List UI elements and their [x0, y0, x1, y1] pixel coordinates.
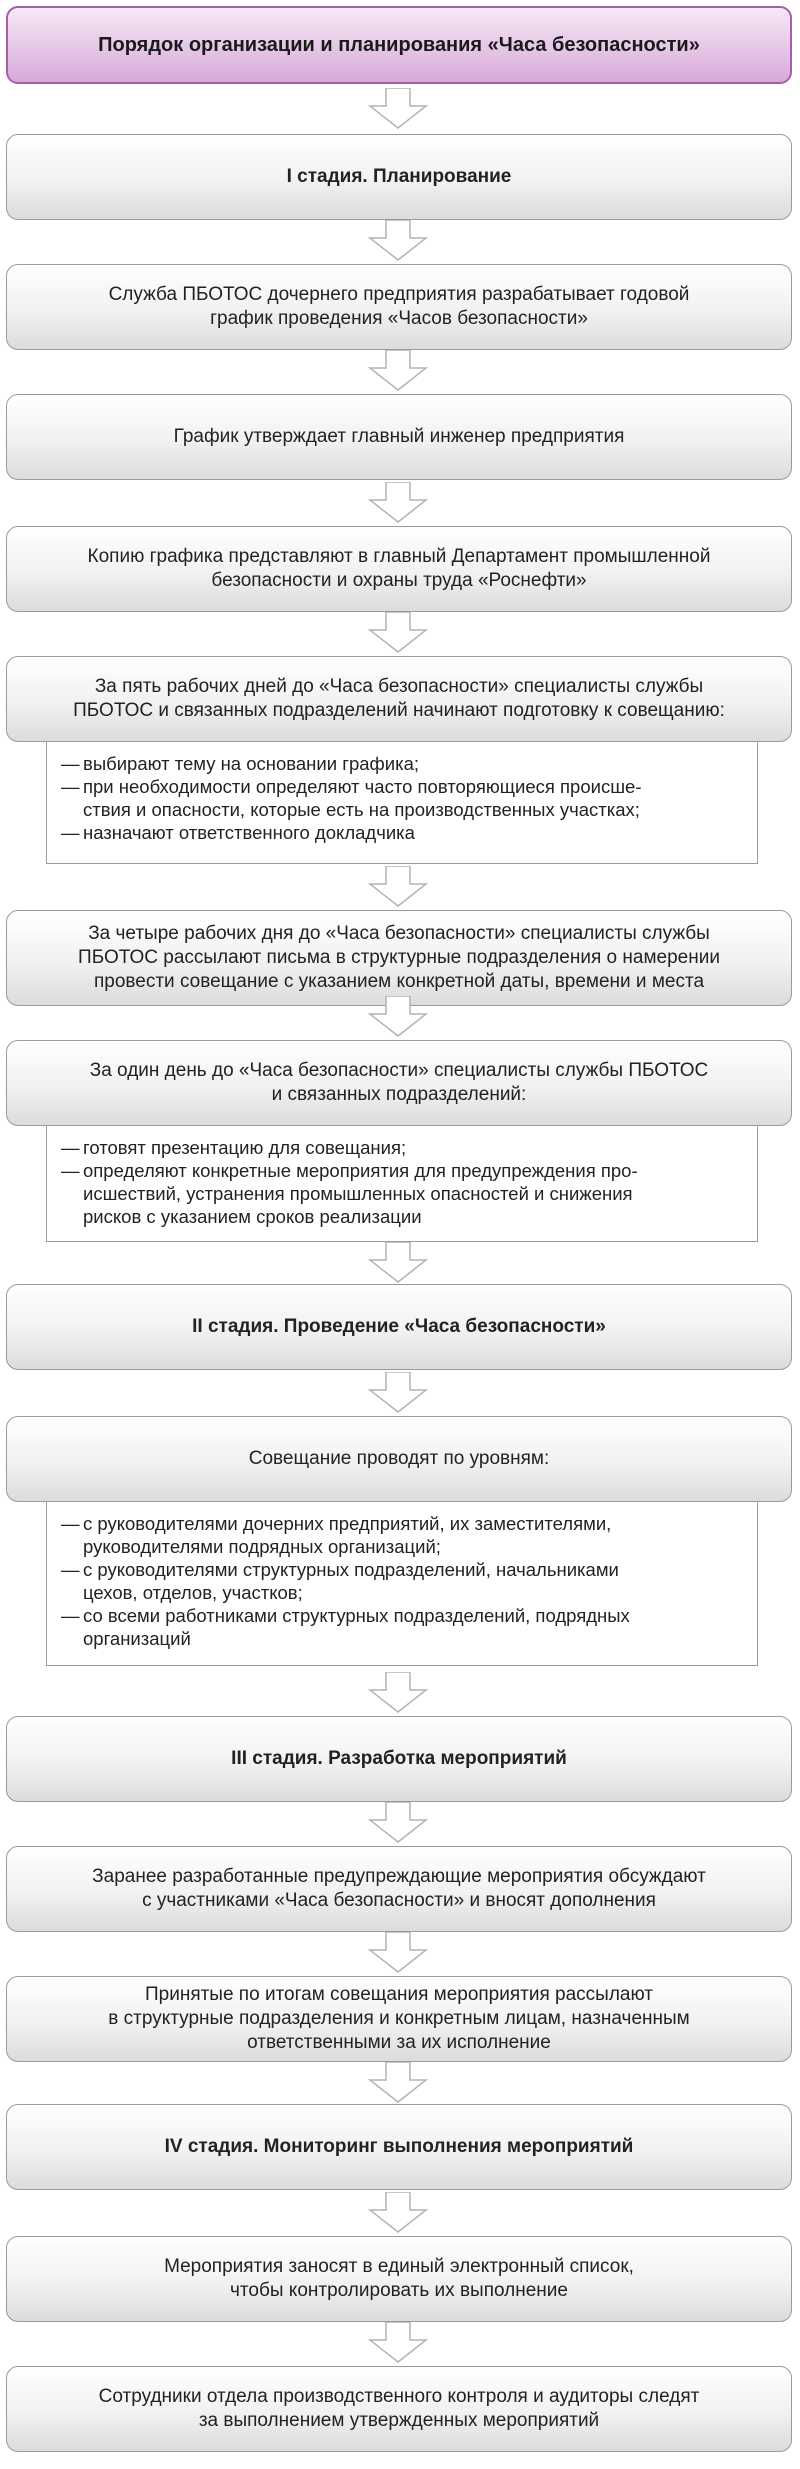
box-text-line: график проведения «Часов безопасности» — [210, 308, 588, 329]
box-text-line: чтобы контролировать их выполнение — [230, 2280, 568, 2301]
list-item-line: при необходимости определяют часто повторяющиеся происше- — [83, 776, 642, 797]
list-item — [61, 1558, 745, 1604]
stage-3-box — [6, 1716, 792, 1802]
box-text-line: за выполнением утвержденных мероприятий — [198, 2410, 600, 2431]
box-text-line: За один день до «Часа безопасности» специалисты службы ПБОТОС — [89, 1060, 709, 1081]
down-arrow-icon — [368, 220, 428, 262]
box-text-line: III стадия. Разработка мероприятий — [231, 1748, 567, 1769]
down-arrow-icon — [368, 2192, 428, 2234]
box-text-line: ПБОТОС рассылают письма в структурные подразделения о намерении — [78, 947, 720, 968]
list-item-line: с руководителями структурных подразделений, начальниками — [83, 1559, 619, 1580]
box-text-line: ПБОТОС и связанных подразделений начинают подготовку к совещанию: — [73, 700, 725, 721]
box-text-line: I стадия. Планирование — [286, 166, 512, 187]
list-item-line: ствия и опасности, которые есть на производственных участках; — [83, 799, 640, 820]
down-arrow-icon — [368, 1672, 428, 1714]
step-one-day-list — [46, 1126, 758, 1242]
list-item-line: выбирают тему на основании графика; — [83, 753, 420, 774]
step-meeting-levels-box — [6, 1416, 792, 1502]
down-arrow-icon — [368, 612, 428, 654]
list-item-line: рисков с указанием сроков реализации — [83, 1206, 422, 1227]
down-arrow-icon — [368, 1802, 428, 1844]
box-text-line: провести совещание с указанием конкретной даты, времени и места — [93, 971, 705, 992]
down-arrow-icon — [368, 2062, 428, 2104]
box-text-line: безопасности и охраны труда «Роснефти» — [211, 570, 587, 591]
step-meeting-levels-list — [46, 1502, 758, 1666]
down-arrow-icon — [368, 996, 428, 1038]
list-item-line: определяют конкретные мероприятия для предупреждения про- — [83, 1160, 638, 1181]
box-text-line: в структурные подразделения и конкретным лицам, назначенным — [108, 2008, 690, 2029]
box-text-line: За четыре рабочих дня до «Часа безопасности» специалисты службы — [88, 923, 710, 944]
stage-1-box — [6, 134, 792, 220]
box-text-line: Мероприятия заносят в единый электронный список, — [164, 2256, 634, 2277]
stage-2-box — [6, 1284, 792, 1370]
down-arrow-icon — [368, 350, 428, 392]
step-monitoring-box — [6, 2366, 792, 2452]
down-arrow-icon — [368, 482, 428, 524]
down-arrow-icon — [368, 1242, 428, 1284]
down-arrow-icon — [368, 1372, 428, 1414]
box-text-line: За пять рабочих дней до «Часа безопасности» специалисты службы — [94, 676, 704, 697]
down-arrow-icon — [368, 866, 428, 908]
list-item-line: готовят презентацию для совещания; — [83, 1137, 407, 1158]
list-item-line: руководителями подрядных организаций; — [83, 1536, 441, 1557]
list-item-line: с руководителями дочерних предприятий, их заместителями, — [83, 1513, 612, 1534]
down-arrow-icon — [368, 1932, 428, 1974]
step-discuss-measures-box — [6, 1846, 792, 1932]
down-arrow-icon — [368, 88, 428, 130]
step-approval-box — [6, 394, 792, 480]
box-text-line: IV стадия. Мониторинг выполнения мероприятий — [164, 2136, 634, 2157]
diagram-title-box — [6, 6, 792, 84]
box-text-line: Служба ПБОТОС дочернего предприятия разрабатывает годовой — [108, 284, 690, 305]
list-item-line: со всеми работниками структурных подразделений, подрядных — [83, 1605, 630, 1626]
down-arrow-icon — [368, 2322, 428, 2364]
step-copy-department-box — [6, 526, 792, 612]
box-text-line: Совещание проводят по уровням: — [248, 1448, 550, 1469]
box-text-line: Заранее разработанные предупреждающие мероприятия обсуждают — [92, 1866, 706, 1887]
step-annual-schedule-box — [6, 264, 792, 350]
step-electronic-list-box — [6, 2236, 792, 2322]
box-text-line: График утверждает главный инженер предприятия — [173, 426, 625, 447]
list-item — [61, 1512, 745, 1558]
list-item-line: назначают ответственного докладчика — [83, 822, 415, 843]
stage-4-box — [6, 2104, 792, 2190]
list-item — [61, 752, 745, 775]
list-item-line: цехов, отделов, участков; — [83, 1582, 303, 1603]
box-text-line: Принятые по итогам совещания мероприятия рассылают — [144, 1984, 654, 2005]
list-item — [61, 1604, 745, 1650]
box-text-line: Копию графика представляют в главный Департамент промышленной — [87, 546, 711, 567]
list-item — [61, 1159, 745, 1228]
step-one-day-box — [6, 1040, 792, 1126]
diagram-title: Порядок организации и планирования «Часа безопасности» — [98, 33, 700, 56]
step-distribute-measures-box — [6, 1976, 792, 2062]
list-item-line: исшествий, устранения промышленных опасностей и снижения — [83, 1183, 633, 1204]
box-text-line: II стадия. Проведение «Часа безопасности» — [192, 1316, 606, 1337]
step-four-days-box — [6, 910, 792, 1006]
box-text-line: ответственными за их исполнение — [247, 2032, 551, 2053]
box-text-line: и связанных подразделений: — [271, 1084, 527, 1105]
list-item — [61, 821, 745, 844]
box-text-line: Сотрудники отдела производственного контроля и аудиторы следят — [98, 2386, 700, 2407]
list-item — [61, 1136, 745, 1159]
box-text-line: с участниками «Часа безопасности» и вносят дополнения — [142, 1890, 656, 1911]
step-five-days-list — [46, 742, 758, 864]
step-five-days-box — [6, 656, 792, 742]
list-item — [61, 775, 745, 821]
list-item-line: организаций — [83, 1628, 191, 1649]
